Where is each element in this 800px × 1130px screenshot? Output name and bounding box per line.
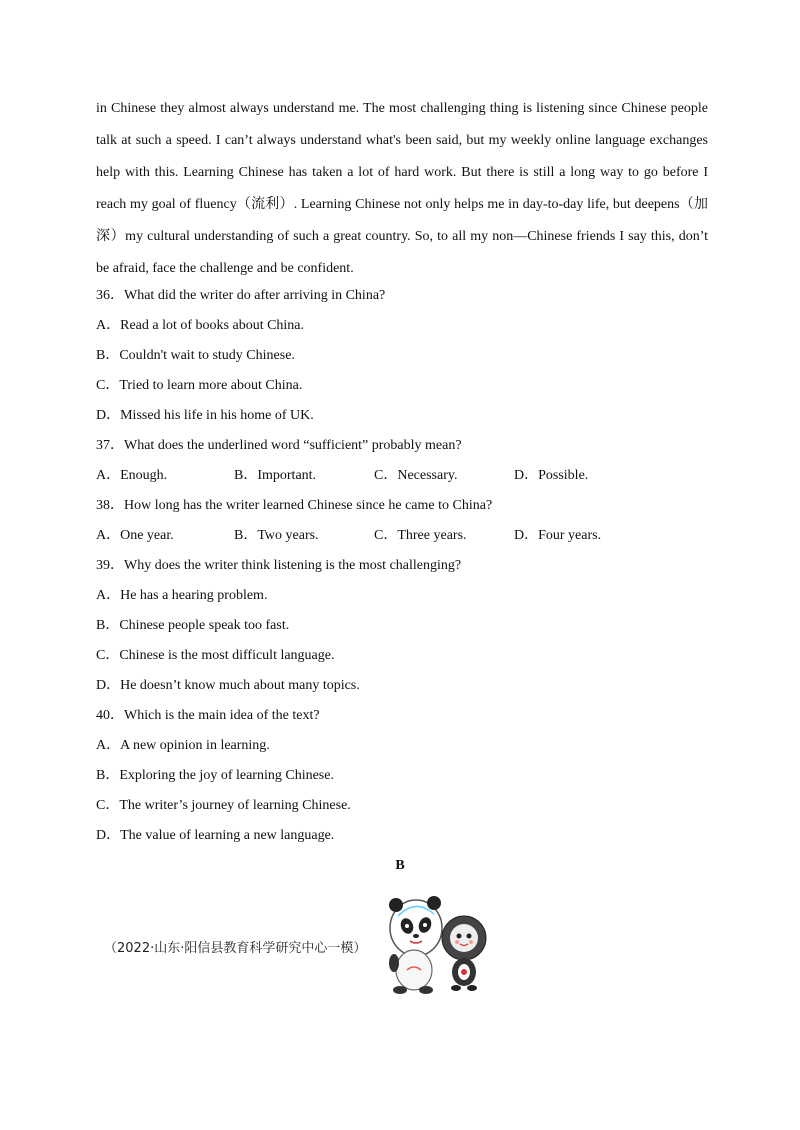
source-citation: （2022·山东·阳信县教育科学研究中心一模） [104,941,367,956]
question-36-option-a: A．Read a lot of books about China. [96,318,305,333]
question-36-stem: 36．What did the writer do after arriving in China? [96,288,386,303]
question-38-stem: 38．How long has the writer learned Chinese since he came to China? [96,498,493,513]
question-40-option-c: C．The writer’s journey of learning Chinese. [96,798,351,813]
question-38-option-d: D．Four years. [514,528,602,543]
olympic-mascots-icon [376,888,496,998]
question-37-option-d: D．Possible. [514,468,589,483]
question-39-option-a: A．He has a hearing problem. [96,588,268,603]
question-38-option-b: B．Two years. [234,528,319,543]
question-36-option-d: D．Missed his life in his home of UK. [96,408,314,423]
reading-passage [96,93,708,285]
question-38-option-c: C．Three years. [374,528,467,543]
section-label: B [395,858,405,873]
question-39-stem: 39．Why does the writer think listening is the most challenging? [96,558,462,573]
question-39-option-c: C．Chinese is the most difficult language. [96,648,335,663]
question-37-options [96,465,708,495]
question-36-option-c: C．Tried to learn more about China. [96,378,303,393]
question-40-option-b: B．Exploring the joy of learning Chinese. [96,768,334,783]
question-37-option-c: C．Necessary. [374,468,458,483]
panda-mascot-icon [389,896,442,994]
question-40-stem: 40．Which is the main idea of the text? [96,708,320,723]
question-37-option-b: B．Important. [234,468,317,483]
question-37-stem: 37．What does the underlined word “sufficient” probably mean? [96,438,462,453]
question-39-option-b: B．Chinese people speak too fast. [96,618,290,633]
question-39-option-d: D．He doesn’t know much about many topics. [96,678,360,693]
question-38-option-a: A．One year. [96,528,174,543]
question-40-option-a: A．A new opinion in learning. [96,738,270,753]
passage-paragraph: in Chinese they almost always understand me. The most challenging thing is listening since Chinese people talk at such a speed. I can’t always understand what's been said, but my weekly online language exchanges help with this. Learning Chinese has taken a lot of hard work. But there is still a long way to go before I reach my goal of fluency（流利）. Learning Chinese not only helps me in day-to-day life, but deepens（加深）my cultural understanding of such a great country. So, to all my non—Chinese friends I say this, don’t be afraid, face the challenge and be confident. [96,101,708,276]
question-36-option-b: B．Couldn't wait to study Chinese. [96,348,295,363]
lantern-mascot-icon [442,916,486,991]
question-40-option-d: D．The value of learning a new language. [96,828,335,843]
mascots-illustration [376,888,496,998]
question-list [96,285,708,855]
question-37-option-a: A．Enough. [96,468,168,483]
question-38-options [96,525,708,555]
